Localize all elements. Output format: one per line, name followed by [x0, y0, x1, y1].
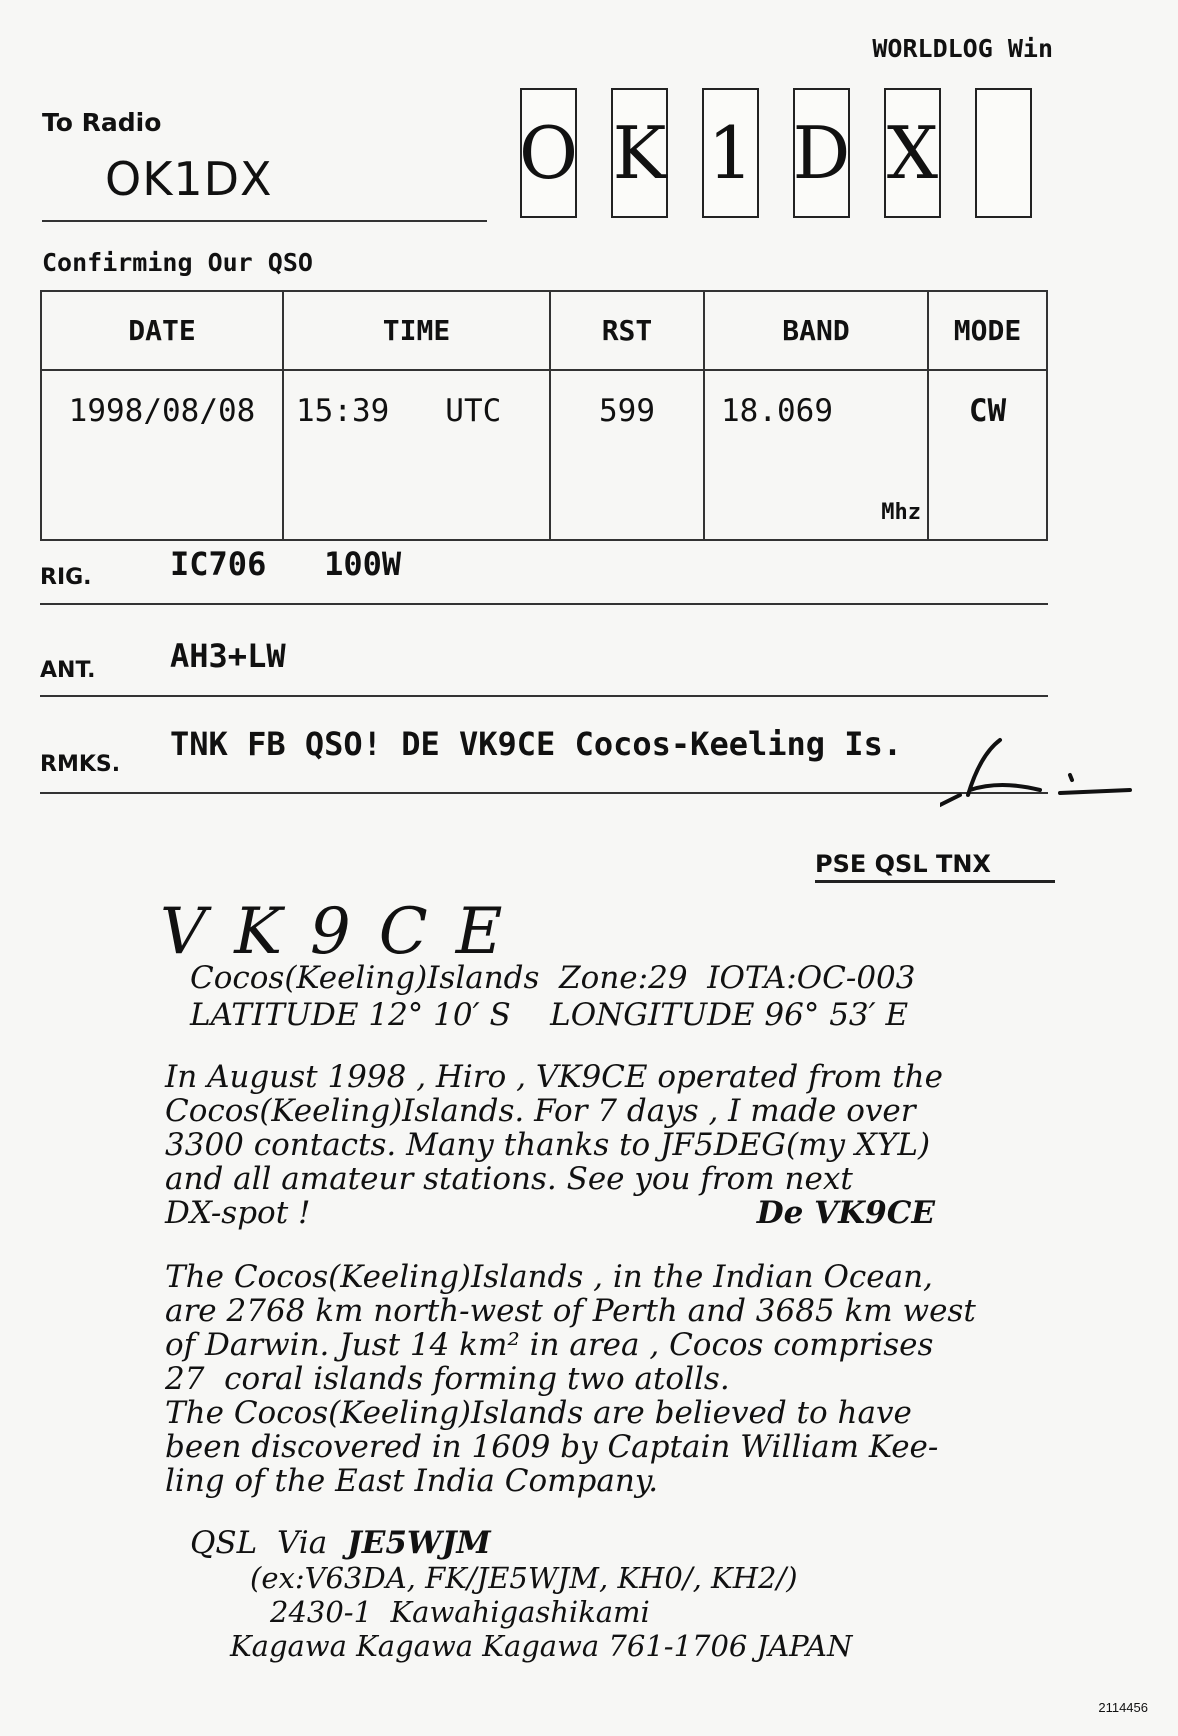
message-line: and all amateur stations. See you from next — [165, 1161, 853, 1197]
message-line: 3300 contacts. Many thanks to JF5DEG(my XYL) — [165, 1127, 931, 1163]
callsign-box — [975, 88, 1032, 218]
qso-band-value: 18.069 — [721, 393, 833, 429]
qso-time — [283, 370, 550, 540]
qsl-address-1: 2430-1 Kawahigashikami — [270, 1595, 650, 1629]
about-line: 27 coral islands forming two atolls. — [165, 1361, 730, 1397]
signature-mark — [940, 735, 1140, 815]
about-block — [165, 1260, 1035, 1498]
confirming-label: Confirming Our QSO — [42, 248, 313, 277]
rmks-value: TNK FB QSO! DE VK9CE Cocos-Keeling Is. — [170, 725, 903, 763]
about-line: ling of the East India Company. — [165, 1463, 659, 1499]
station-callsign: VK9CE — [160, 895, 531, 969]
pse-qsl-tnx: PSE QSL TNX — [815, 850, 991, 878]
qso-data-row — [41, 370, 1047, 540]
location-line-1: Cocos(Keeling)Islands Zone:29 IOTA:OC-003 — [190, 960, 916, 996]
qsl-address-2: Kagawa Kagawa Kagawa 761-1706 JAPAN — [230, 1629, 853, 1663]
about-line: The Cocos(Keeling)Islands are believed to have — [165, 1395, 912, 1431]
rig-value: IC706 100W — [170, 545, 402, 583]
header-rst: RST — [550, 291, 704, 370]
ant-underline — [40, 695, 1048, 697]
rig-label: RIG. — [40, 565, 92, 590]
qso-date: 1998/08/08 — [41, 370, 283, 540]
header-time: TIME — [283, 291, 550, 370]
callsign-box: 1 — [702, 88, 759, 218]
message-last-line — [165, 1196, 935, 1230]
message-signoff: De VK9CE — [756, 1195, 935, 1231]
rig-underline — [40, 603, 1048, 605]
qso-rst: 599 — [550, 370, 704, 540]
header-mode: MODE — [928, 291, 1047, 370]
qso-mode: CW — [928, 370, 1047, 540]
callsign-box: D — [793, 88, 850, 218]
callsign-boxes — [520, 88, 1032, 218]
to-radio-label: To Radio — [42, 108, 162, 137]
message-block — [165, 1060, 1035, 1230]
message-line: In August 1998 , Hiro , VK9CE operated from the — [165, 1059, 943, 1095]
pse-qsl-underline — [815, 880, 1055, 883]
about-line: The Cocos(Keeling)Islands , in the Indian Ocean, — [165, 1259, 933, 1295]
message-line: Cocos(Keeling)Islands. For 7 days , I made over — [165, 1093, 916, 1129]
rmks-label: RMKS. — [40, 752, 121, 777]
callsign-box: K — [611, 88, 668, 218]
header-band: BAND — [704, 291, 928, 370]
qsl-manager: JE5WJM — [347, 1525, 491, 1561]
location-line-2: LATITUDE 12° 10′ S LONGITUDE 96° 53′ E — [190, 997, 909, 1033]
band-unit: Mhz — [881, 500, 921, 525]
ant-label: ANT. — [40, 658, 96, 683]
header-date: DATE — [41, 291, 283, 370]
qso-table — [40, 290, 1048, 541]
callsign-box: X — [884, 88, 941, 218]
to-underline — [42, 220, 487, 222]
qsl-ex-calls: (ex:V63DA, FK/JE5WJM, KH0/, KH2/) — [250, 1561, 798, 1595]
qso-header-row — [41, 291, 1047, 370]
about-line: been discovered in 1609 by Captain William Kee- — [165, 1429, 939, 1465]
qsl-via-line — [190, 1525, 852, 1561]
about-line: are 2768 km north-west of Perth and 3685 km west — [165, 1293, 976, 1329]
qsl-via-label: QSL Via — [190, 1525, 328, 1561]
qsl-via-block — [190, 1525, 852, 1663]
about-line: of Darwin. Just 14 km² in area , Cocos comprises — [165, 1327, 934, 1363]
software-label: WORLDLOG Win — [872, 34, 1053, 63]
callsign-box: O — [520, 88, 577, 218]
qso-time-value: 15:39 UTC — [296, 393, 502, 429]
rmks-underline — [40, 792, 1048, 794]
message-line: DX-spot ! — [165, 1195, 311, 1231]
card-serial: 2114456 — [1098, 1700, 1148, 1715]
qso-band — [704, 370, 928, 540]
to-callsign: OK1DX — [105, 152, 273, 206]
ant-value: AH3+LW — [170, 637, 286, 675]
